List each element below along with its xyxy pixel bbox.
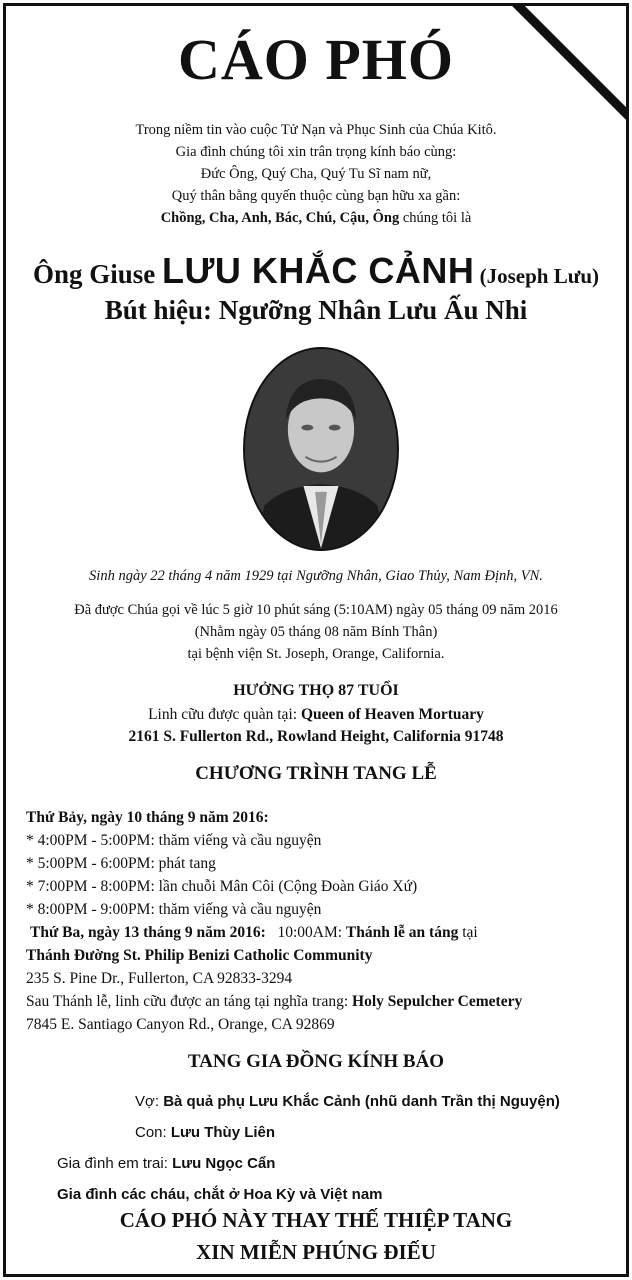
day2-time: 10:00AM:: [265, 924, 346, 941]
wife-name: Bà quả phụ Lưu Khắc Cảnh (nhũ danh Trần thị Nguyện): [163, 1093, 560, 1110]
family-list: [6, 1086, 626, 1210]
grandchildren-text: Gia đình các cháu, chắt ở Hoa Kỳ và Việt nam: [57, 1186, 383, 1203]
name-main: LƯU KHẮC CẢNH: [162, 250, 475, 291]
schedule-item: * 5:00PM - 6:00PM: phát tang: [26, 855, 216, 872]
mortuary-info: [6, 704, 626, 748]
intro-line: Quý thân bằng quyến thuộc cùng bạn hữu xa gần:: [171, 188, 461, 204]
child-name: Lưu Thùy Liên: [170, 1124, 276, 1141]
closing-line: CÁO PHÓ NÀY THAY THẾ THIỆP TANG: [119, 1208, 513, 1232]
family-row-brother: [6, 1148, 626, 1179]
mortuary-line: [6, 704, 626, 726]
day1-label: Thứ Bảy, ngày 10 tháng 9 năm 2016:: [26, 809, 269, 826]
day2-at: tại: [458, 924, 478, 941]
day2-event: Thánh lễ an táng: [345, 924, 459, 941]
intro-line: Gia đình chúng tôi xin trân trọng kính báo cùng:: [175, 144, 457, 160]
church-name: [26, 944, 618, 967]
brother-name: Lưu Ngọc Cẩn: [172, 1155, 276, 1172]
obituary-frame: [3, 3, 629, 1277]
portrait-silhouette: [245, 349, 397, 549]
death-line: (Nhằm ngày 05 tháng 08 năm Bính Thân): [194, 624, 438, 640]
child-label: Con:: [135, 1124, 171, 1141]
closing-notice: [6, 1204, 626, 1268]
schedule-item: * 4:00PM - 5:00PM: thăm viếng và cầu nguyện: [26, 832, 322, 849]
schedule-item: * 8:00PM - 9:00PM: thăm viếng và cầu nguyện: [26, 901, 322, 918]
birth-info: Sinh ngày 22 tháng 4 năm 1929 tại Ngưỡng Nhân, Giao Thủy, Nam Định, VN.: [89, 568, 543, 584]
brother-label: Gia đình em trai:: [57, 1155, 173, 1172]
mortuary-address: [6, 726, 626, 748]
family-title: TANG GIA ĐỒNG KÍNH BÁO: [187, 1051, 445, 1072]
cemetery-address: 7845 E. Santiago Canyon Rd., Orange, CA 92869: [26, 1016, 335, 1033]
family-row-wife: [6, 1086, 626, 1117]
name-suffix: (Joseph Lưu): [474, 264, 599, 288]
mortuary-label: Linh cữu được quàn tại:: [148, 706, 301, 723]
intro-line: Đức Ông, Quý Cha, Quý Tu Sĩ nam nữ,: [200, 166, 432, 182]
family-row-child: [6, 1117, 626, 1148]
deceased-name: [6, 250, 626, 292]
funeral-schedule: [26, 806, 618, 1036]
burial-text: Sau Thánh lễ, linh cữu được an táng tại nghĩa trang:: [26, 993, 353, 1010]
wife-label: Vợ:: [135, 1093, 164, 1110]
portrait-photo: [243, 347, 399, 551]
schedule-item: * 7:00PM - 8:00PM: lần chuỗi Mân Côi (Cộng Đoàn Giáo Xứ): [26, 878, 418, 895]
pen-name: Bút hiệu: Ngưỡng Nhân Lưu Ấu Nhi: [104, 295, 528, 325]
age-heading: HƯỞNG THỌ 87 TUỔI: [233, 682, 399, 699]
intro-line-end: chúng tôi là: [399, 210, 472, 226]
intro-text: [6, 119, 626, 229]
program-title: CHƯƠNG TRÌNH TANG LỄ: [195, 763, 437, 784]
mortuary-address-text: 2161 S. Fullerton Rd., Rowland Height, California 91748: [128, 728, 504, 745]
intro-line: [6, 207, 626, 229]
death-line: Đã được Chúa gọi về lúc 5 giờ 10 phút sáng (5:10AM) ngày 05 tháng 09 năm 2016: [74, 602, 558, 618]
page-title: CÁO PHÓ: [177, 27, 455, 92]
death-info: [6, 599, 626, 665]
cemetery-name: Holy Sepulcher Cemetery: [352, 993, 523, 1010]
relations-list: Chồng, Cha, Anh, Bác, Chú, Cậu, Ông: [160, 210, 400, 226]
church-address: 235 S. Pine Dr., Fullerton, CA 92833-3294: [26, 970, 293, 987]
closing-line: XIN MIỄN PHÚNG ĐIẾU: [196, 1240, 436, 1264]
mortuary-name: Queen of Heaven Mortuary: [300, 706, 484, 723]
day2-label: Thứ Ba, ngày 13 tháng 9 năm 2016:: [30, 924, 266, 941]
death-line: tại bệnh viện St. Joseph, Orange, California.: [187, 646, 445, 662]
schedule-day-heading: [26, 921, 618, 944]
church-name-text: Thánh Đường St. Philip Benizi Catholic Community: [26, 947, 373, 964]
burial-info: [26, 990, 618, 1013]
intro-line: Trong niềm tin vào cuộc Tử Nạn và Phục Sinh của Chúa Kitô.: [135, 122, 497, 138]
schedule-day-heading: [26, 806, 618, 829]
name-prefix: Ông Giuse: [32, 259, 163, 289]
